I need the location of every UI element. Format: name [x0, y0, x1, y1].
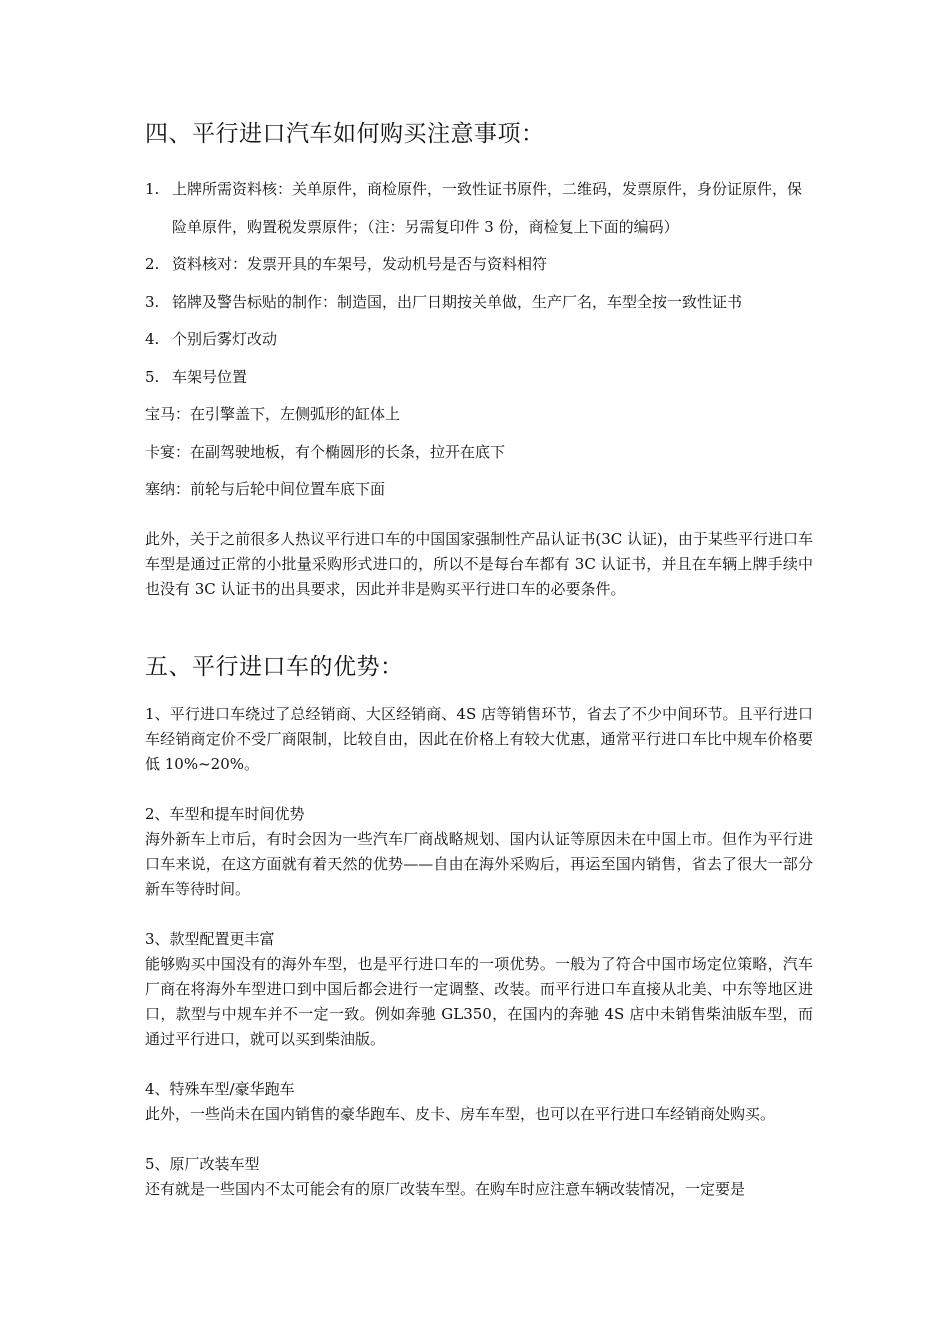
list-item [145, 284, 813, 322]
list-item-text: 上牌所需资料核：关单原件，商检原件，一致性证书原件，二维码，发票原件，身份证原件，保险单原件，购置税发票原件；（注：另需复印件 3 份，商检复上下面的编码） [172, 180, 803, 236]
list-item-number: 3. [145, 292, 160, 311]
list-item [145, 359, 813, 397]
advantage-text: 此外，一些尚未在国内销售的豪华跑车、皮卡、房车车型，也可以在平行进口车经销商处购买。 [145, 1105, 776, 1123]
list-item-text: 车架号位置 [172, 367, 248, 386]
advantage-title: 3、款型配置更丰富 [145, 930, 275, 948]
advantage-text: 1、平行进口车绕过了总经销商、大区经销商、4S 店等销售环节，省去了不少中间环节。且平行进口车经销商定价不受厂商限制，比较自由，因此在价格上有较大优惠，通常平行进口车比中规车价格要低 10%~20%。 [145, 705, 813, 773]
advantage-timing [145, 802, 813, 902]
list-item-text: 资料核对：发票开具的车架号，发动机号是否与资料相符 [172, 255, 548, 273]
advantage-price [145, 702, 813, 777]
advantage-title: 5、原厂改装车型 [145, 1155, 260, 1173]
list-item-number: 2. [145, 255, 160, 273]
advantage-title: 4、特殊车型/豪华跑车 [145, 1080, 295, 1098]
vin-location-cayenne: 卡宴：在副驾驶地板，有个椭圆形的长条，拉开在底下 [145, 442, 506, 461]
ccc-certification-note: 此外，关于之前很多人热议平行进口车的中国国家强制性产品认证书(3C 认证)，由于某些平行进口车车型是通过正常的小批量采购形式进口的，所以不是每台车都有 3C 认证书，并且在车辆上牌手续中也没有 3C 认证书的出具要求，因此并非是购买平行进口车的必要条件。 [145, 530, 813, 598]
list-item [145, 321, 813, 359]
advantage-text: 能够购买中国没有的海外车型，也是平行进口车的一项优势。一般为了符合中国市场定位策略，汽车厂商在将海外车型进口到中国后都会进行一定调整、改装。而平行进口车直接从北美、中东等地区进口，款型与中规车并不一定一致。例如奔驰 GL350，在国内的奔驰 4S 店中未销售柴油版车型，而通过平行进口，就可以买到柴油版。 [145, 955, 813, 1048]
list-item-number: 4. [145, 330, 160, 348]
section5-body [145, 702, 813, 1227]
section4-list [145, 171, 813, 509]
list-item [145, 246, 813, 284]
section5-heading: 五、平行进口车的优势： [145, 654, 404, 680]
vin-location-bmw: 宝马：在引擎盖下，左侧弧形的缸体上 [145, 405, 401, 423]
vin-location-sienna: 塞纳：前轮与后轮中间位置车底下面 [145, 480, 386, 498]
advantage-title: 2、车型和提车时间优势 [145, 805, 305, 823]
advantage-text: 海外新车上市后，有时会因为一些汽车厂商战略规划、国内认证等原因未在中国上市。但作为平行进口车来说，在这方面就有着天然的优势——自由在海外采购后，再运至国内销售，省去了很大一部分新车等待时间。 [145, 830, 813, 898]
section4-heading: 四、平行进口汽车如何购买注意事项： [145, 121, 545, 147]
list-item-number: 5. [145, 367, 160, 386]
advantage-sports-cars [145, 1077, 813, 1127]
list-item-number: 1. [145, 180, 160, 198]
advantage-text: 还有就是一些国内不太可能会有的原厂改装车型。在购车时应注意车辆改装情况，一定要是 [145, 1180, 746, 1198]
advantage-models [145, 927, 813, 1052]
list-item [145, 171, 813, 246]
list-item-text: 铭牌及警告标贴的制作：制造国，出厂日期按关单做，生产厂名，车型全按一致性证书 [172, 292, 743, 311]
list-item-text: 个别后雾灯改动 [172, 330, 278, 348]
advantage-factory-modified [145, 1152, 813, 1202]
